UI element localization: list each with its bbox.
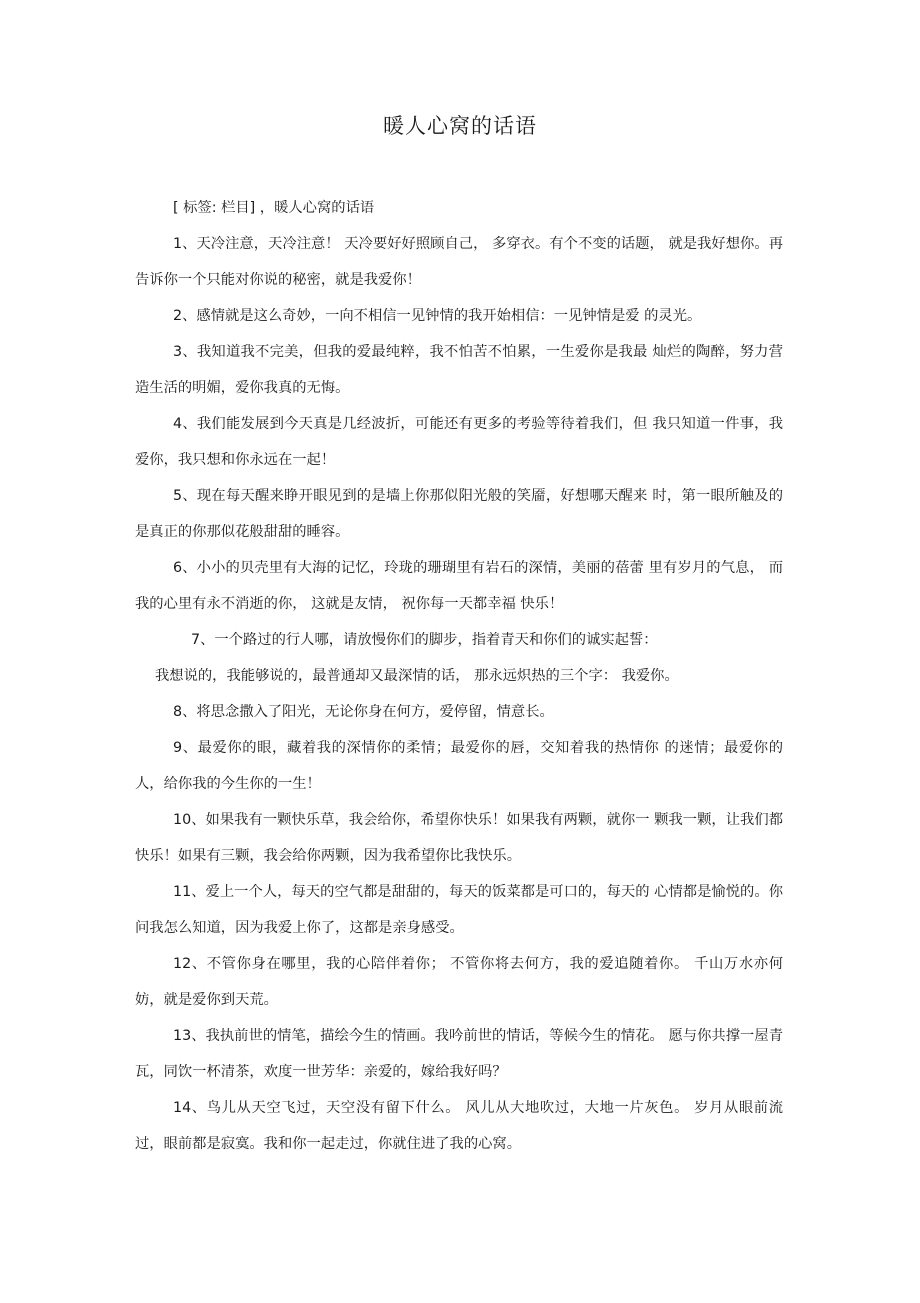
document-body [135,190,783,1162]
paragraph-8: 8、将思念撒入了阳光，无论你身在何方，爱停留，情意长。 [173,704,554,720]
paragraph-13: 13、我执前世的情笔，描绘今生的情画。我吟前世的情话，等候今生的情花。 愿与你共撑一屋青瓦，同饮一杯清茶，欢度一世芳华：亲爱的，嫁给我好吗？ [135,1028,783,1080]
paragraph-11: 11、爱上一个人，每天的空气都是甜甜的，每天的饭菜都是可口的，每天的 心情都是愉悦的。你问我怎么知道，因为我爱上你了，这都是亲身感受。 [135,884,783,936]
page-title: 暖人心窝的话语 [383,114,537,138]
paragraph-5: 5、现在每天醒来睁开眼见到的是墙上你那似阳光般的笑靥，好想哪天醒来 时，第一眼所触及的是真正的你那似花般甜甜的睡容。 [135,488,783,540]
paragraph-10: 10、如果我有一颗快乐草，我会给你，希望你快乐！如果我有两颗，就你一 颗我一颗，让我们都快乐！如果有三颗，我会给你两颗，因为我希望你比我快乐。 [135,812,783,864]
paragraph-7-line-1: 7、一个路过的行人哪，请放慢你们的脚步，指着青天和你们的诚实起誓： [191,632,658,648]
paragraph-14: 14、鸟儿从天空飞过，天空没有留下什么。 风儿从大地吹过，大地一片灰色。 岁月从眼前流过，眼前都是寂寞。我和你一起走过，你就住进了我的心窝。 [135,1100,783,1152]
paragraph-7-line-2: 我想说的，我能够说的，最普通却又最深情的话， 那永远炽热的三个字： 我爱你。 [155,668,679,684]
paragraph-4: 4、我们能发展到今天真是几经波折，可能还有更多的考验等待着我们，但 我只知道一件事，我爱你，我只想和你永远在一起！ [135,416,783,468]
paragraph-3: 3、我知道我不完美，但我的爱最纯粹，我不怕苦不怕累，一生爱你是我最 灿烂的陶醉，努力营造生活的明媚，爱你我真的无悔。 [135,344,783,396]
tag-line: [ 标签: 栏目] ，暖人心窝的话语 [173,200,375,216]
paragraph-9: 9、最爱你的眼，藏着我的深情你的柔情；最爱你的唇，交知着我的热情你 的迷情；最爱你的人，给你我的今生你的一生！ [135,740,783,792]
paragraph-6: 6、小小的贝壳里有大海的记忆，玲珑的珊瑚里有岩石的深情，美丽的蓓蕾 里有岁月的气息， 而我的心里有永不消逝的你， 这就是友情， 祝你每一天都幸福 快乐！ [135,560,783,612]
paragraph-1: 1、天冷注意，天冷注意！ 天冷要好好照顾自己， 多穿衣。有个不变的话题， 就是我好想你。再告诉你一个只能对你说的秘密，就是我爱你！ [135,236,783,288]
paragraph-12: 12、不管你身在哪里，我的心陪伴着你； 不管你将去何方，我的爱追随着你。 千山万水亦何妨，就是爱你到天荒。 [135,956,783,1008]
paragraph-2: 2、感情就是这么奇妙，一向不相信一见钟情的我开始相信：一见钟情是爱 的灵光。 [173,308,702,324]
